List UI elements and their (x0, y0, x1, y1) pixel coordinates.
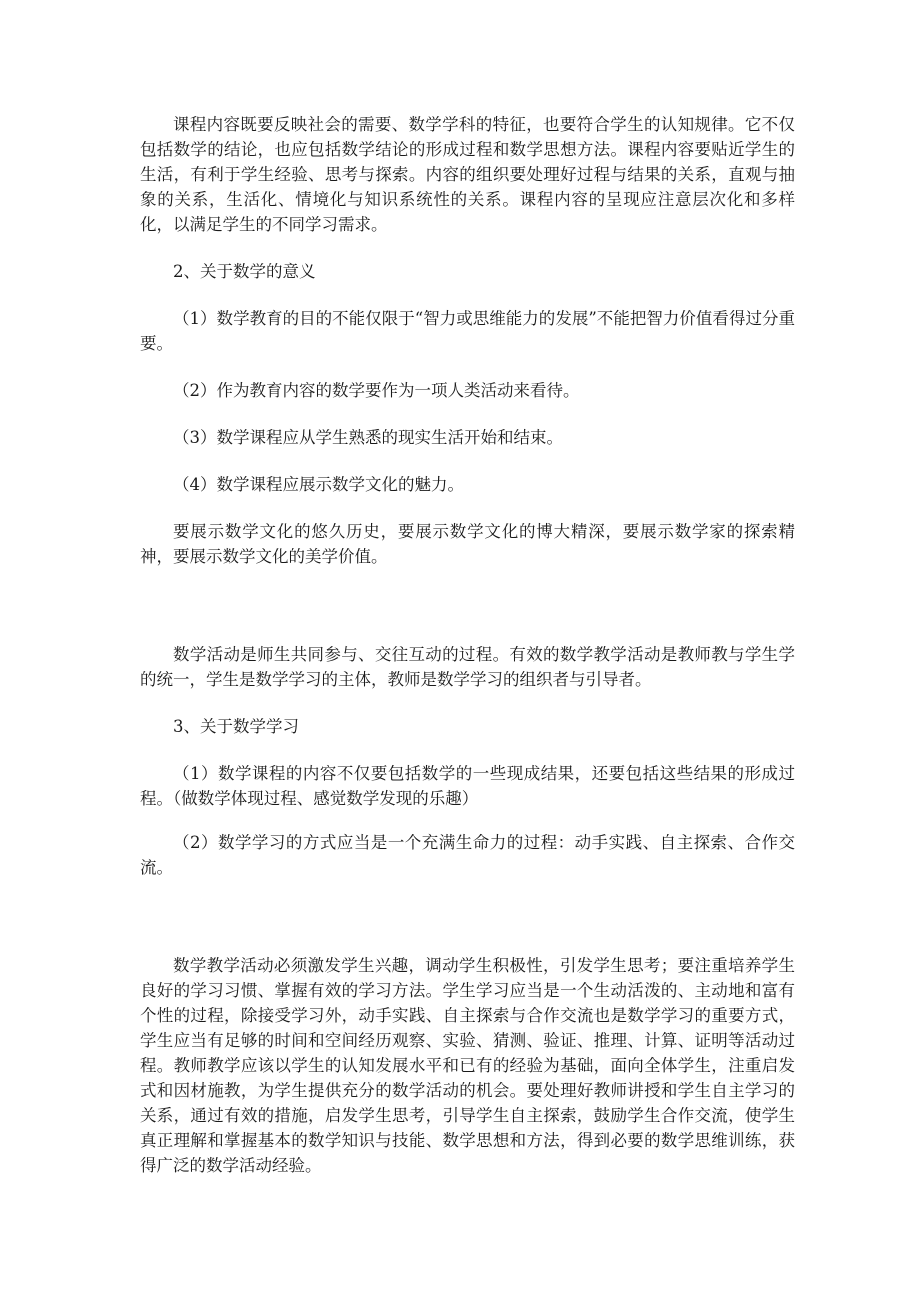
paragraph-point-3: （3）数学课程应从学生熟悉的现实生活开始和结束。 (173, 428, 563, 447)
paragraph-learning-point-1: （1）数学课程的内容不仅要包括数学的一些现成结果，还要包括这些结果的形成过程。（做数学体现过程、感觉数学发现的乐趣） (140, 764, 795, 808)
paragraph-point-2: （2）作为教育内容的数学要作为一项人类活动来看待。 (173, 381, 580, 400)
section-heading-meaning: 2、关于数学的意义 (173, 262, 316, 281)
paragraph-math-activity: 数学活动是师生共同参与、交往互动的过程。有效的数学教学活动是教师教与学生学的统一，学生是数学学习的主体，教师是数学学习的组织者与引导者。 (140, 645, 795, 689)
paragraph-teaching-activity: 数学教学活动必须激发学生兴趣，调动学生积极性，引发学生思考；要注重培养学生良好的学习习惯、掌握有效的学习方法。学生学习应当是一个生动活泼的、主动地和富有个性的过程，除接受学习外，动手实践、自主探索与合作交流也是数学学习的重要方式，学生应当有足够的时间和空间经历观察、实验、猜测、验证、推理、计算、证明等活动过程。教师教学应该以学生的认知发展水平和已有的经验为基础，面向全体学生，注重启发式和因材施教，为学生提供充分的数学活动的机会。要处理好教师讲授和学生自主学习的关系，通过有效的措施，启发学生思考，引导学生自主探索，鼓励学生合作交流，使学生真正理解和掌握基本的数学知识与技能、数学思想和方法，得到必要的数学思维训练，获得广泛的数学活动经验。 (140, 956, 795, 1175)
paragraph-point-4: （4）数学课程应展示数学文化的魅力。 (173, 475, 464, 494)
paragraph-learning-point-2: （2）数学学习的方式应当是一个充满生命力的过程：动手实践、自主探索、合作交流。 (140, 833, 795, 877)
document-body (140, 112, 795, 1178)
paragraph-point-1: （1）数学教育的目的不能仅限于“智力或思维能力的发展”不能把智力价值看得过分重要。 (140, 309, 795, 353)
paragraph-curriculum-content: 课程内容既要反映社会的需要、数学学科的特征，也要符合学生的认知规律。它不仅包括数学的结论，也应包括数学结论的形成过程和数学思想方法。课程内容要贴近学生的生活，有利于学生经验、思考与探索。内容的组织要处理好过程与结果的关系，直观与抽象的关系，生活化、情境化与知识系统性的关系。课程内容的呈现应注意层次化和多样化，以满足学生的不同学习需求。 (140, 115, 795, 234)
paragraph-culture: 要展示数学文化的悠久历史，要展示数学文化的博大精深，要展示数学家的探索精神，要展示数学文化的美学价值。 (140, 522, 795, 566)
section-heading-learning: 3、关于数学学习 (173, 717, 299, 736)
